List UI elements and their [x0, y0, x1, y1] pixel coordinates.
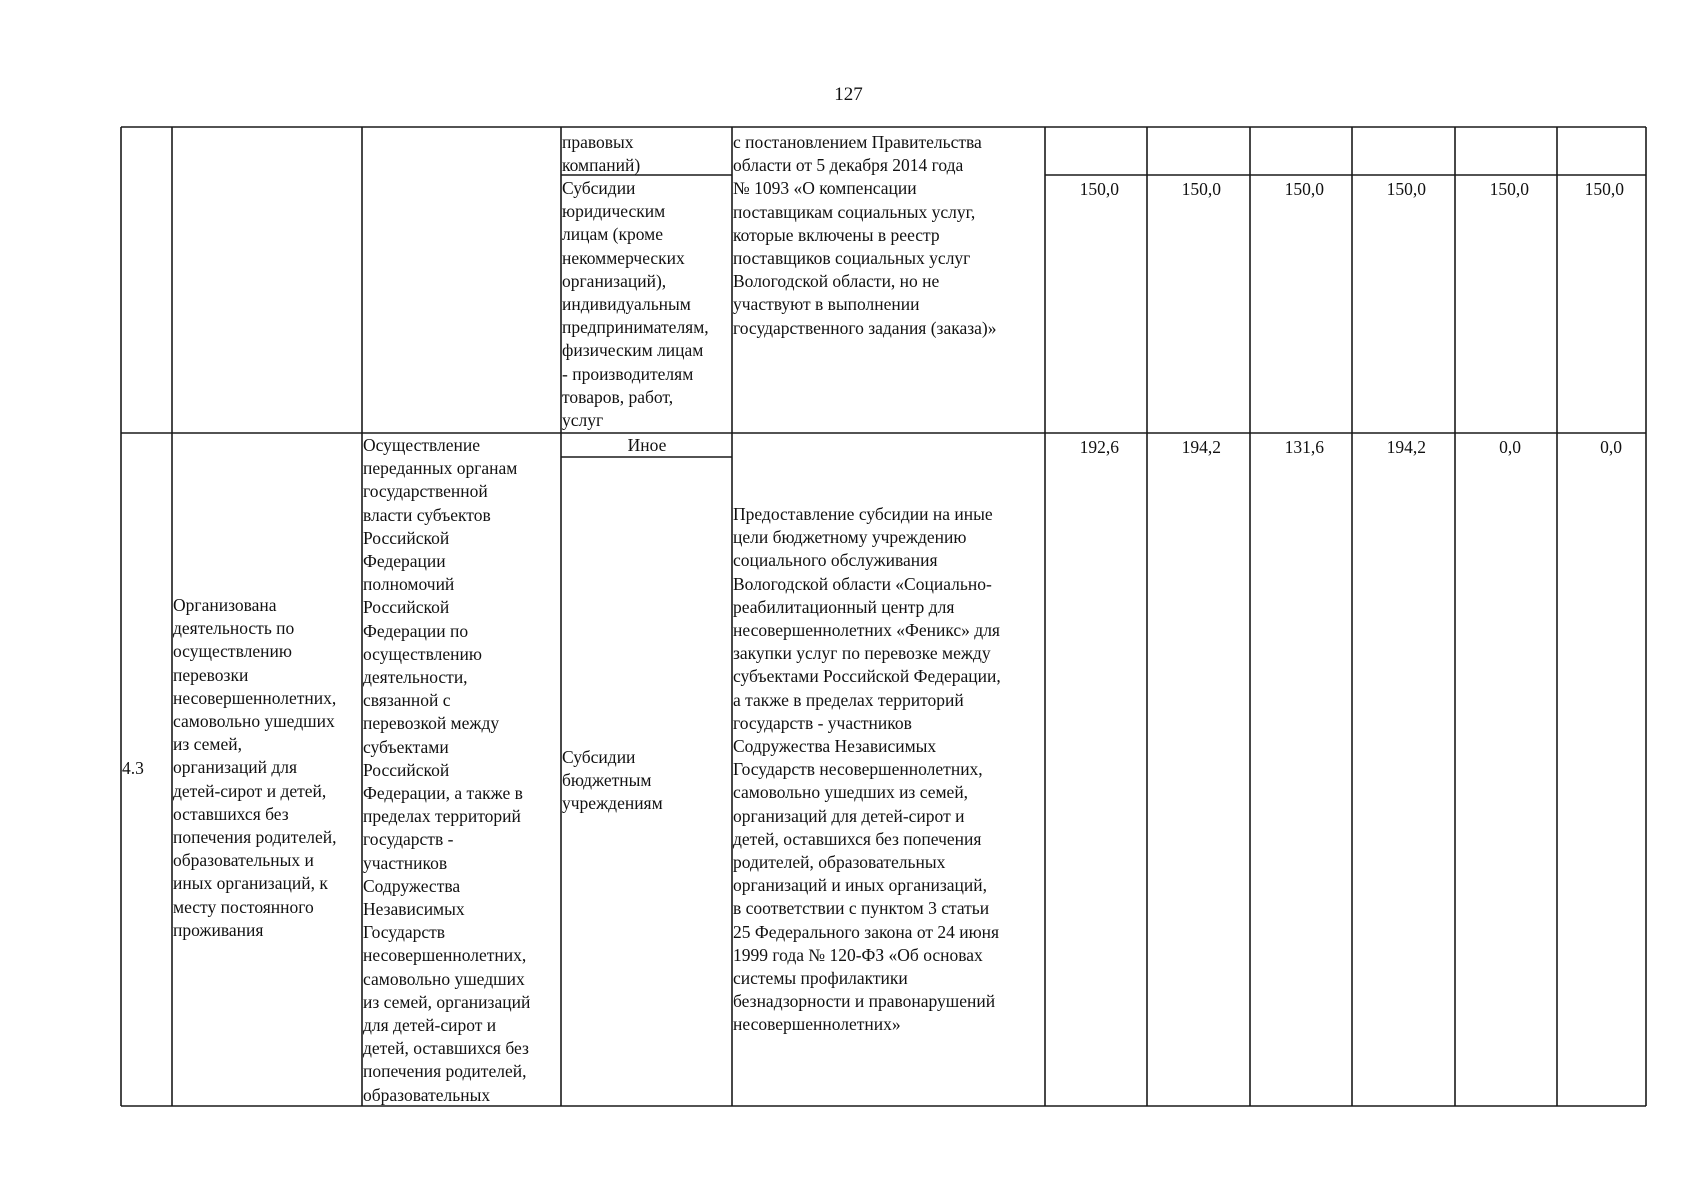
- text-line: самовольно ушедших: [173, 711, 335, 732]
- text-line: Федерации по: [363, 620, 469, 641]
- text-line: переданных органам: [363, 458, 518, 479]
- row-a-basis-text: [732, 131, 1045, 340]
- text-line: осуществлению: [363, 643, 482, 664]
- row-b-result-text: [172, 594, 362, 942]
- text-line: организаций для детей-сирот и: [733, 805, 965, 826]
- text-line: попечения родителей,: [363, 1061, 527, 1082]
- text-line: Субсидии: [562, 178, 636, 198]
- row-a-value-2: 150,0: [1181, 179, 1221, 199]
- text-line: пределах территорий: [363, 806, 521, 827]
- text-line: несовершеннолетних,: [173, 687, 337, 708]
- text-line: а также в пределах территорий: [733, 689, 964, 710]
- text-line: самовольно ушедших из семей,: [733, 782, 969, 803]
- text-line: субъектами: [363, 736, 449, 757]
- text-line: юридическим: [562, 201, 666, 222]
- text-line: закупки услуг по перевозке между: [733, 643, 991, 664]
- row-b-other-label: Иное: [627, 435, 667, 455]
- text-line: Осуществление: [363, 435, 481, 455]
- row-a-value-3: 150,0: [1284, 179, 1324, 199]
- text-line: несовершеннолетних,: [363, 945, 527, 966]
- text-line: некоммерческих: [562, 247, 685, 268]
- text-line: деятельности,: [363, 667, 468, 688]
- text-line: участников: [363, 852, 448, 873]
- text-line: оставшихся без: [173, 803, 289, 824]
- text-line: в соответствии с пунктом 3 статьи: [733, 898, 990, 919]
- text-line: детей, оставшихся без попечения: [733, 828, 982, 849]
- text-line: власти субъектов: [363, 504, 491, 525]
- text-line: - производителям: [562, 363, 694, 384]
- text-line: Российской: [363, 597, 450, 618]
- text-line: государственной: [363, 481, 488, 502]
- text-line: области от 5 декабря 2014 года: [733, 155, 964, 176]
- text-line: поставщикам социальных услуг,: [733, 201, 976, 222]
- text-line: Содружества Независимых: [733, 736, 937, 757]
- row-a-value-5: 150,0: [1489, 179, 1529, 199]
- text-line: самовольно ушедших: [363, 968, 525, 989]
- row-b-subsidy-type: [561, 746, 732, 816]
- text-line: услуг: [562, 410, 604, 431]
- text-line: Содружества: [363, 875, 461, 896]
- row-b-value-4: 194,2: [1386, 437, 1426, 457]
- row-a-value-4: 150,0: [1386, 179, 1426, 199]
- text-line: перевозкой между: [363, 713, 500, 734]
- text-line: детей-сирот и детей,: [173, 780, 327, 801]
- row-b-value-3: 131,6: [1284, 437, 1324, 457]
- text-line: образовательных и: [173, 850, 314, 871]
- text-line: поставщиков социальных услуг: [733, 248, 971, 269]
- text-line: с постановлением Правительства: [733, 132, 982, 152]
- text-line: государств - участников: [733, 712, 912, 733]
- row-b-value-6: 0,0: [1600, 437, 1622, 457]
- text-line: учреждениям: [562, 793, 663, 814]
- text-line: Организована: [173, 595, 277, 615]
- text-line: образовательных: [363, 1084, 491, 1105]
- text-line: родителей, образовательных: [733, 852, 946, 873]
- text-line: системы профилактики: [733, 968, 908, 989]
- text-line: Государств: [363, 922, 446, 943]
- text-line: Российской: [363, 527, 450, 548]
- text-line: правовых: [562, 132, 634, 152]
- text-line: субъектами Российской Федерации,: [733, 666, 1001, 687]
- text-line: несовершеннолетних «Феникс» для: [733, 620, 1000, 641]
- text-line: бюджетным: [562, 770, 652, 791]
- text-line: Российской: [363, 759, 450, 780]
- text-line: полномочий: [363, 574, 455, 595]
- text-line: государственного задания (заказа)»: [733, 317, 997, 338]
- text-line: Федерации: [363, 551, 446, 572]
- text-line: из семей,: [173, 734, 242, 755]
- text-line: лицам (кроме: [562, 224, 664, 245]
- text-line: Вологодской области «Социально-: [733, 573, 992, 594]
- text-line: физическим лицам: [562, 340, 704, 361]
- text-line: № 1093 «О компенсации: [733, 178, 917, 199]
- row-b-value-1: 192,6: [1079, 437, 1119, 457]
- text-line: Предоставление субсидии на иные: [733, 504, 993, 524]
- text-line: попечения родителей,: [173, 827, 337, 848]
- text-line: проживания: [173, 919, 264, 940]
- text-line: социального обслуживания: [733, 550, 938, 571]
- row-b-number: 4.3: [122, 758, 144, 778]
- row-a-col4-top: [561, 131, 732, 177]
- text-line: Субсидии: [562, 747, 636, 767]
- text-line: которые включены в реестр: [733, 224, 940, 245]
- row-a-value-1: 150,0: [1079, 179, 1119, 199]
- text-line: детей, оставшихся без: [363, 1038, 529, 1059]
- text-line: для детей-сирот и: [363, 1015, 497, 1036]
- text-line: месту постоянного: [173, 896, 314, 917]
- text-line: перевозки: [173, 664, 249, 685]
- text-line: организаций),: [562, 270, 667, 291]
- text-line: организаций и иных организаций,: [733, 875, 988, 896]
- page-number: 127: [834, 84, 863, 105]
- text-line: иных организаций, к: [173, 873, 328, 894]
- text-line: организаций для: [173, 757, 298, 778]
- row-a-col4-bottom: [561, 177, 732, 432]
- text-line: несовершеннолетних»: [733, 1014, 901, 1035]
- text-line: осуществлению: [173, 641, 292, 662]
- text-line: Государств несовершеннолетних,: [733, 759, 983, 780]
- text-line: предпринимателям,: [562, 317, 709, 338]
- row-b-value-5: 0,0: [1499, 437, 1521, 457]
- text-line: реабилитационный центр для: [733, 596, 955, 617]
- text-line: участвуют в выполнении: [733, 294, 920, 315]
- text-line: из семей, организаций: [363, 991, 531, 1012]
- text-line: индивидуальным: [562, 294, 691, 315]
- text-line: Вологодской области, но не: [733, 271, 940, 292]
- text-line: компаний): [562, 155, 641, 176]
- text-line: 25 Федерального закона от 24 июня: [733, 921, 1000, 942]
- text-line: Независимых: [363, 899, 465, 920]
- text-line: товаров, работ,: [562, 386, 674, 407]
- row-a-value-6: 150,0: [1584, 179, 1624, 199]
- text-line: цели бюджетному учреждению: [733, 527, 967, 548]
- row-b-activity-text: [362, 434, 561, 1107]
- text-line: 1999 года № 120-ФЗ «Об основах: [733, 944, 983, 965]
- text-line: Федерации, а также в: [363, 783, 523, 804]
- text-line: связанной с: [363, 690, 451, 711]
- text-line: деятельность по: [173, 618, 295, 639]
- text-line: государств -: [363, 829, 454, 850]
- text-line: безнадзорности и правонарушений: [733, 991, 996, 1012]
- row-b-basis-text: [732, 503, 1045, 1037]
- row-b-value-2: 194,2: [1181, 437, 1221, 457]
